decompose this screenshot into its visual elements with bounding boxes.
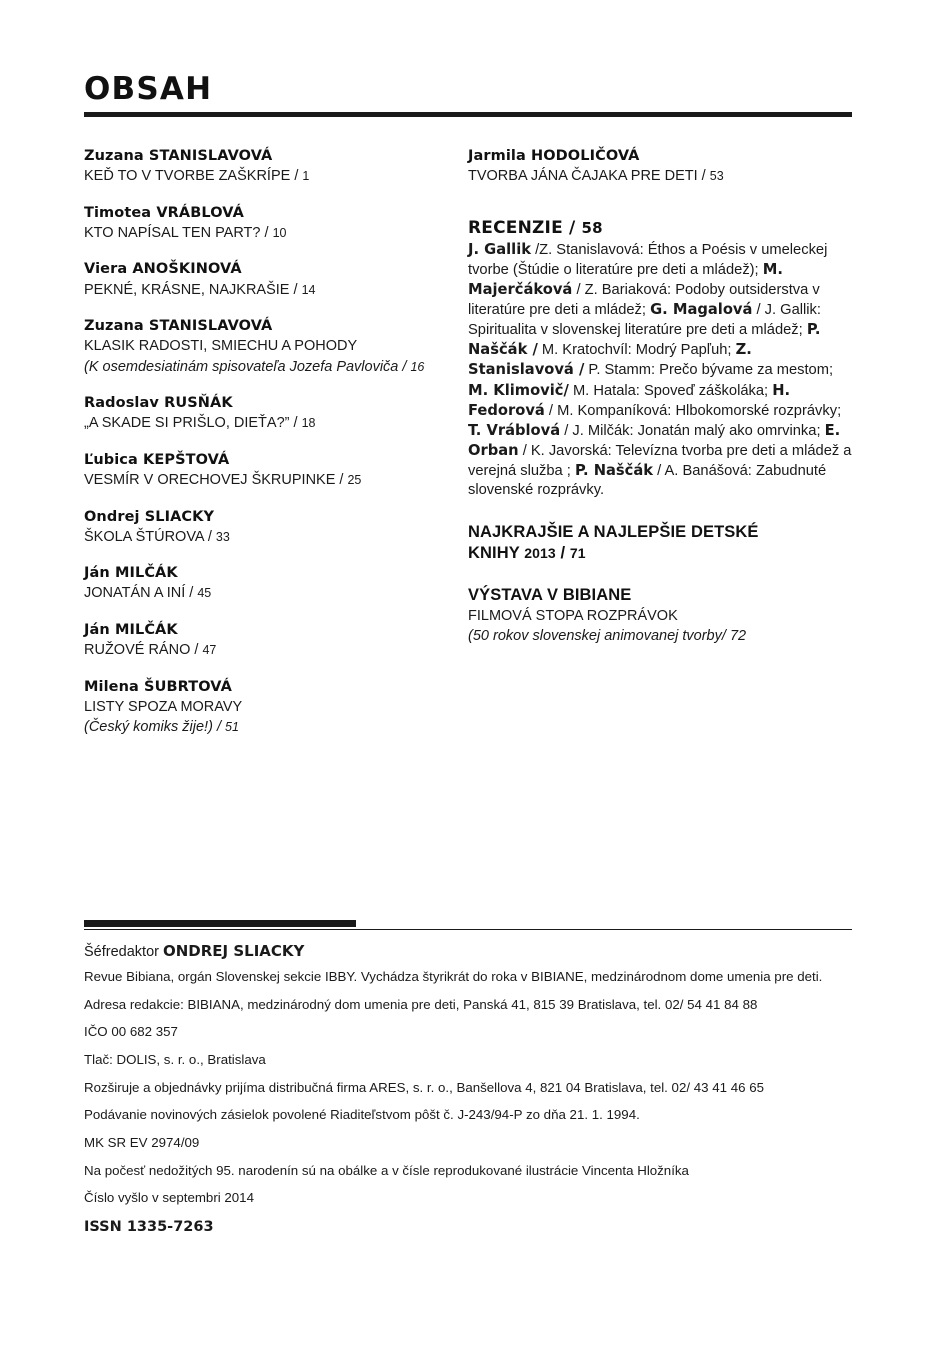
imprint: [84, 942, 852, 1235]
toc-title: RUŽOVÉ RÁNO / 47: [84, 642, 217, 659]
recenzie-section: [468, 218, 852, 500]
toc-title: ŠKOLA ŠTÚROVA / 33: [84, 528, 230, 545]
left-column: [84, 147, 468, 755]
toc-title-text: KTO NAPÍSAL TEN PART?: [84, 224, 261, 241]
imprint-line: Podávanie novinových zásielok povolené Riaditeľstvom pôšt č. J-243/94-P zo dňa 21. 1. 1994.: [84, 1107, 640, 1123]
toc-page: 45: [197, 586, 212, 601]
review-reviewer: P. Naščák: [574, 461, 654, 479]
toc-subtitle-text: (K osemdesiatinám spisovateľa Jozefa Pavloviča: [84, 358, 399, 375]
toc-author: Jarmila HODOLIČOVÁ: [468, 148, 640, 165]
imprint-line: Číslo vyšlo v septembri 2014: [84, 1190, 254, 1206]
exhibition-title: FILMOVÁ STOPA ROZPRÁVOK: [468, 608, 678, 625]
toc-title: „A SKADE SI PRIŠLO, DIEŤA?” / 18: [84, 415, 316, 432]
toc-entry: [84, 508, 440, 547]
toc-author: Milena ŠUBRTOVÁ: [84, 678, 232, 695]
review-reviewer: M. Klimovič/: [468, 381, 569, 399]
review-reviewer: G. Magalová: [650, 301, 753, 319]
footer-divider-thick: [84, 920, 356, 927]
toc-author: Radoslav RUSŇÁK: [84, 395, 233, 412]
right-column: [468, 147, 852, 755]
best-books-heading: NAJKRAJŠIE A NAJLEPŠIE DETSKÉ KNIHY 2013 / 71: [468, 523, 759, 562]
toc-page: 47: [202, 643, 217, 658]
review-text: / J. Milčák: Jonatán malý ako omrvinka;: [564, 422, 821, 439]
toc-author: Ľubica KEPŠTOVÁ: [84, 452, 230, 468]
review-reviewer: Z. Stanislavová /: [468, 341, 752, 379]
review-reviewer: P. Naščák /: [468, 321, 821, 359]
toc-page: 51: [225, 720, 239, 735]
review-text: P. Stamm: Prečo bývame za mestom;: [588, 362, 834, 379]
toc-entry: [84, 147, 440, 186]
review-reviewer: J. Gallik: [468, 240, 531, 258]
issn: ISSN 1335-7263: [84, 1219, 214, 1236]
imprint-line: Rozširuje a objednávky prijíma distribučná firma ARES, s. r. o., Banšellova 4, 821 04 Bratislava, tel. 02/ 43 41 46 65: [84, 1079, 764, 1095]
toc-page: 1: [302, 169, 310, 184]
toc-subtitle: (K osemdesiatinám spisovateľa Jozefa Pavloviča / 16: [84, 358, 425, 375]
review-text: / K. Javorská: Televízna tvorba pre deti a mládež a verejná služba ;: [468, 442, 852, 479]
toc-entry: [84, 204, 440, 243]
toc-entry: [84, 451, 440, 490]
toc-page: 14: [301, 282, 316, 297]
toc-title-text: VESMÍR V ORECHOVEJ ŠKRUPINKE: [84, 472, 336, 489]
review-text: M. Hatala: Spoveď záškoláka;: [572, 382, 769, 399]
toc-author: Viera ANOŠKINOVÁ: [84, 261, 242, 278]
editor-name: ONDREJ SLIACKY: [163, 942, 305, 960]
toc-entry: [84, 394, 440, 433]
two-column-layout: [84, 147, 852, 755]
toc-page: 10: [272, 225, 287, 240]
review-text: M. Kratochvíl: Modrý Papľuh;: [541, 342, 732, 359]
toc-title-text: PEKNÉ, KRÁSNE, NAJKRAŠIE: [84, 281, 290, 298]
editor-label: Šéfredaktor: [84, 944, 159, 960]
toc-title-text: RUŽOVÉ RÁNO: [84, 642, 191, 659]
toc-entry: [84, 260, 440, 299]
imprint-line: MK SR EV 2974/09: [84, 1135, 200, 1151]
toc-entry: [84, 621, 440, 660]
recenzie-list: [468, 240, 852, 500]
footer-divider-group: [84, 920, 852, 930]
toc-title: VESMÍR V ORECHOVEJ ŠKRUPINKE / 25: [84, 472, 362, 489]
toc-author: Zuzana STANISLAVOVÁ: [84, 148, 273, 165]
toc-entry: [84, 678, 440, 737]
toc-subtitle: (Český komiks žije!) / 51: [84, 719, 239, 736]
best-books-line2: KNIHY: [468, 543, 520, 562]
recenzie-heading-text: RECENZIE: [468, 217, 563, 238]
toc-author: Ján MILČÁK: [84, 622, 178, 639]
review-text: / A. Banášová: Zabudnuté slovenské rozprávky.: [468, 462, 827, 499]
toc-title: [84, 698, 440, 717]
toc-page: 16: [410, 359, 425, 374]
toc-title-text: JONATÁN A INÍ: [84, 585, 186, 602]
best-books-year: 2013: [524, 544, 556, 561]
review-text: / Z. Bariaková: Podoby outsiderstva v literatúre pre deti a mládež;: [468, 281, 820, 319]
review-reviewer: T. Vráblová: [468, 421, 561, 439]
toc-entry: [468, 147, 852, 186]
exhibition-subtitle-text: (50 rokov slovenskej animovanej tvorby/: [468, 627, 726, 644]
editor-line: [84, 942, 852, 960]
toc-page: 25: [347, 473, 362, 488]
exhibition-subtitle: [468, 627, 852, 646]
review-text: / M. Kompaníková: Hlbokomorské rozprávky;: [548, 402, 842, 419]
exhibition-heading: VÝSTAVA V BIBIANE: [468, 586, 632, 605]
toc-title-text: „A SKADE SI PRIŠLO, DIEŤA?”: [84, 415, 290, 432]
toc-title-text: LISTY SPOZA MORAVY: [84, 698, 243, 715]
review-reviewer: E. Orban: [468, 421, 841, 459]
toc-author: Ján MILČÁK: [84, 565, 178, 582]
review-text: / J. Gallik: Spiritualita v slovenskej literatúre pre deti a mládež;: [468, 302, 821, 339]
toc-title-text: TVORBA JÁNA ČAJAKA PRE DETI: [468, 168, 698, 185]
toc-title: JONATÁN A INÍ / 45: [84, 585, 212, 602]
toc-title: TVORBA JÁNA ČAJAKA PRE DETI / 53: [468, 168, 724, 185]
toc-author: Timotea VRÁBLOVÁ: [84, 204, 244, 221]
toc-page: 33: [215, 529, 230, 544]
contents-body: [84, 72, 852, 755]
toc-title: KEĎ TO V TVORBE ZAŠKRÍPE / 1: [84, 168, 310, 185]
toc-page: 18: [301, 416, 316, 431]
toc-title: KTO NAPÍSAL TEN PART? / 10: [84, 224, 287, 241]
exhibition-page: 72: [729, 627, 747, 644]
toc-entry: [84, 317, 440, 376]
toc-entry: [84, 564, 440, 603]
recenzie-heading: RECENZIE / 58: [468, 217, 603, 238]
toc-page: 53: [709, 169, 724, 184]
review-reviewer: H. Fedorová: [468, 381, 791, 419]
review-text: /Z. Stanislavová: Éthos a Poésis v umeleckej tvorbe (Štúdie o literatúre pre deti a mládež);: [468, 241, 828, 278]
imprint-line: Revue Bibiana, orgán Slovenskej sekcie IBBY. Vychádza štyrikrát do roka v BIBIANE, medzinárodnom dome umenia pre deti.: [84, 969, 823, 984]
recenzie-page: 58: [581, 218, 603, 237]
imprint-line: Adresa redakcie: BIBIANA, medzinárodný dom umenia pre deti, Panská 41, 815 39 Bratislava, tel. 02/ 54 41 84 88: [84, 996, 758, 1012]
imprint-line: IČO 00 682 357: [84, 1024, 178, 1040]
title-divider: [84, 112, 852, 117]
review-reviewer: M. Majerčáková: [468, 260, 783, 298]
best-books-line1: NAJKRAJŠIE A NAJLEPŠIE DETSKÉ: [468, 523, 759, 542]
toc-title: PEKNÉ, KRÁSNE, NAJKRAŠIE / 14: [84, 281, 316, 298]
toc-title-text: ŠKOLA ŠTÚROVA: [84, 528, 204, 545]
exhibition-section: [468, 585, 852, 645]
footer-divider-thin: [84, 929, 852, 930]
toc-title-text: KEĎ TO V TVORBE ZAŠKRÍPE: [84, 168, 291, 185]
best-books-page: 71: [569, 544, 586, 561]
best-books-section: [468, 522, 852, 563]
toc-subtitle-text: (Český komiks žije!): [84, 719, 213, 736]
toc-title: [84, 337, 440, 356]
toc-title-text: KLASIK RADOSTI, SMIECHU A POHODY: [84, 338, 358, 355]
toc-author: Ondrej SLIACKY: [84, 508, 215, 525]
page-title: OBSAH: [84, 71, 213, 107]
imprint-line: Na počesť nedožitých 95. narodenín sú na obálke a v čísle reprodukované ilustrácie Vincenta Hložníka: [84, 1162, 689, 1178]
imprint-line: Tlač: DOLIS, s. r. o., Bratislava: [84, 1052, 266, 1068]
toc-author: Zuzana STANISLAVOVÁ: [84, 318, 273, 335]
